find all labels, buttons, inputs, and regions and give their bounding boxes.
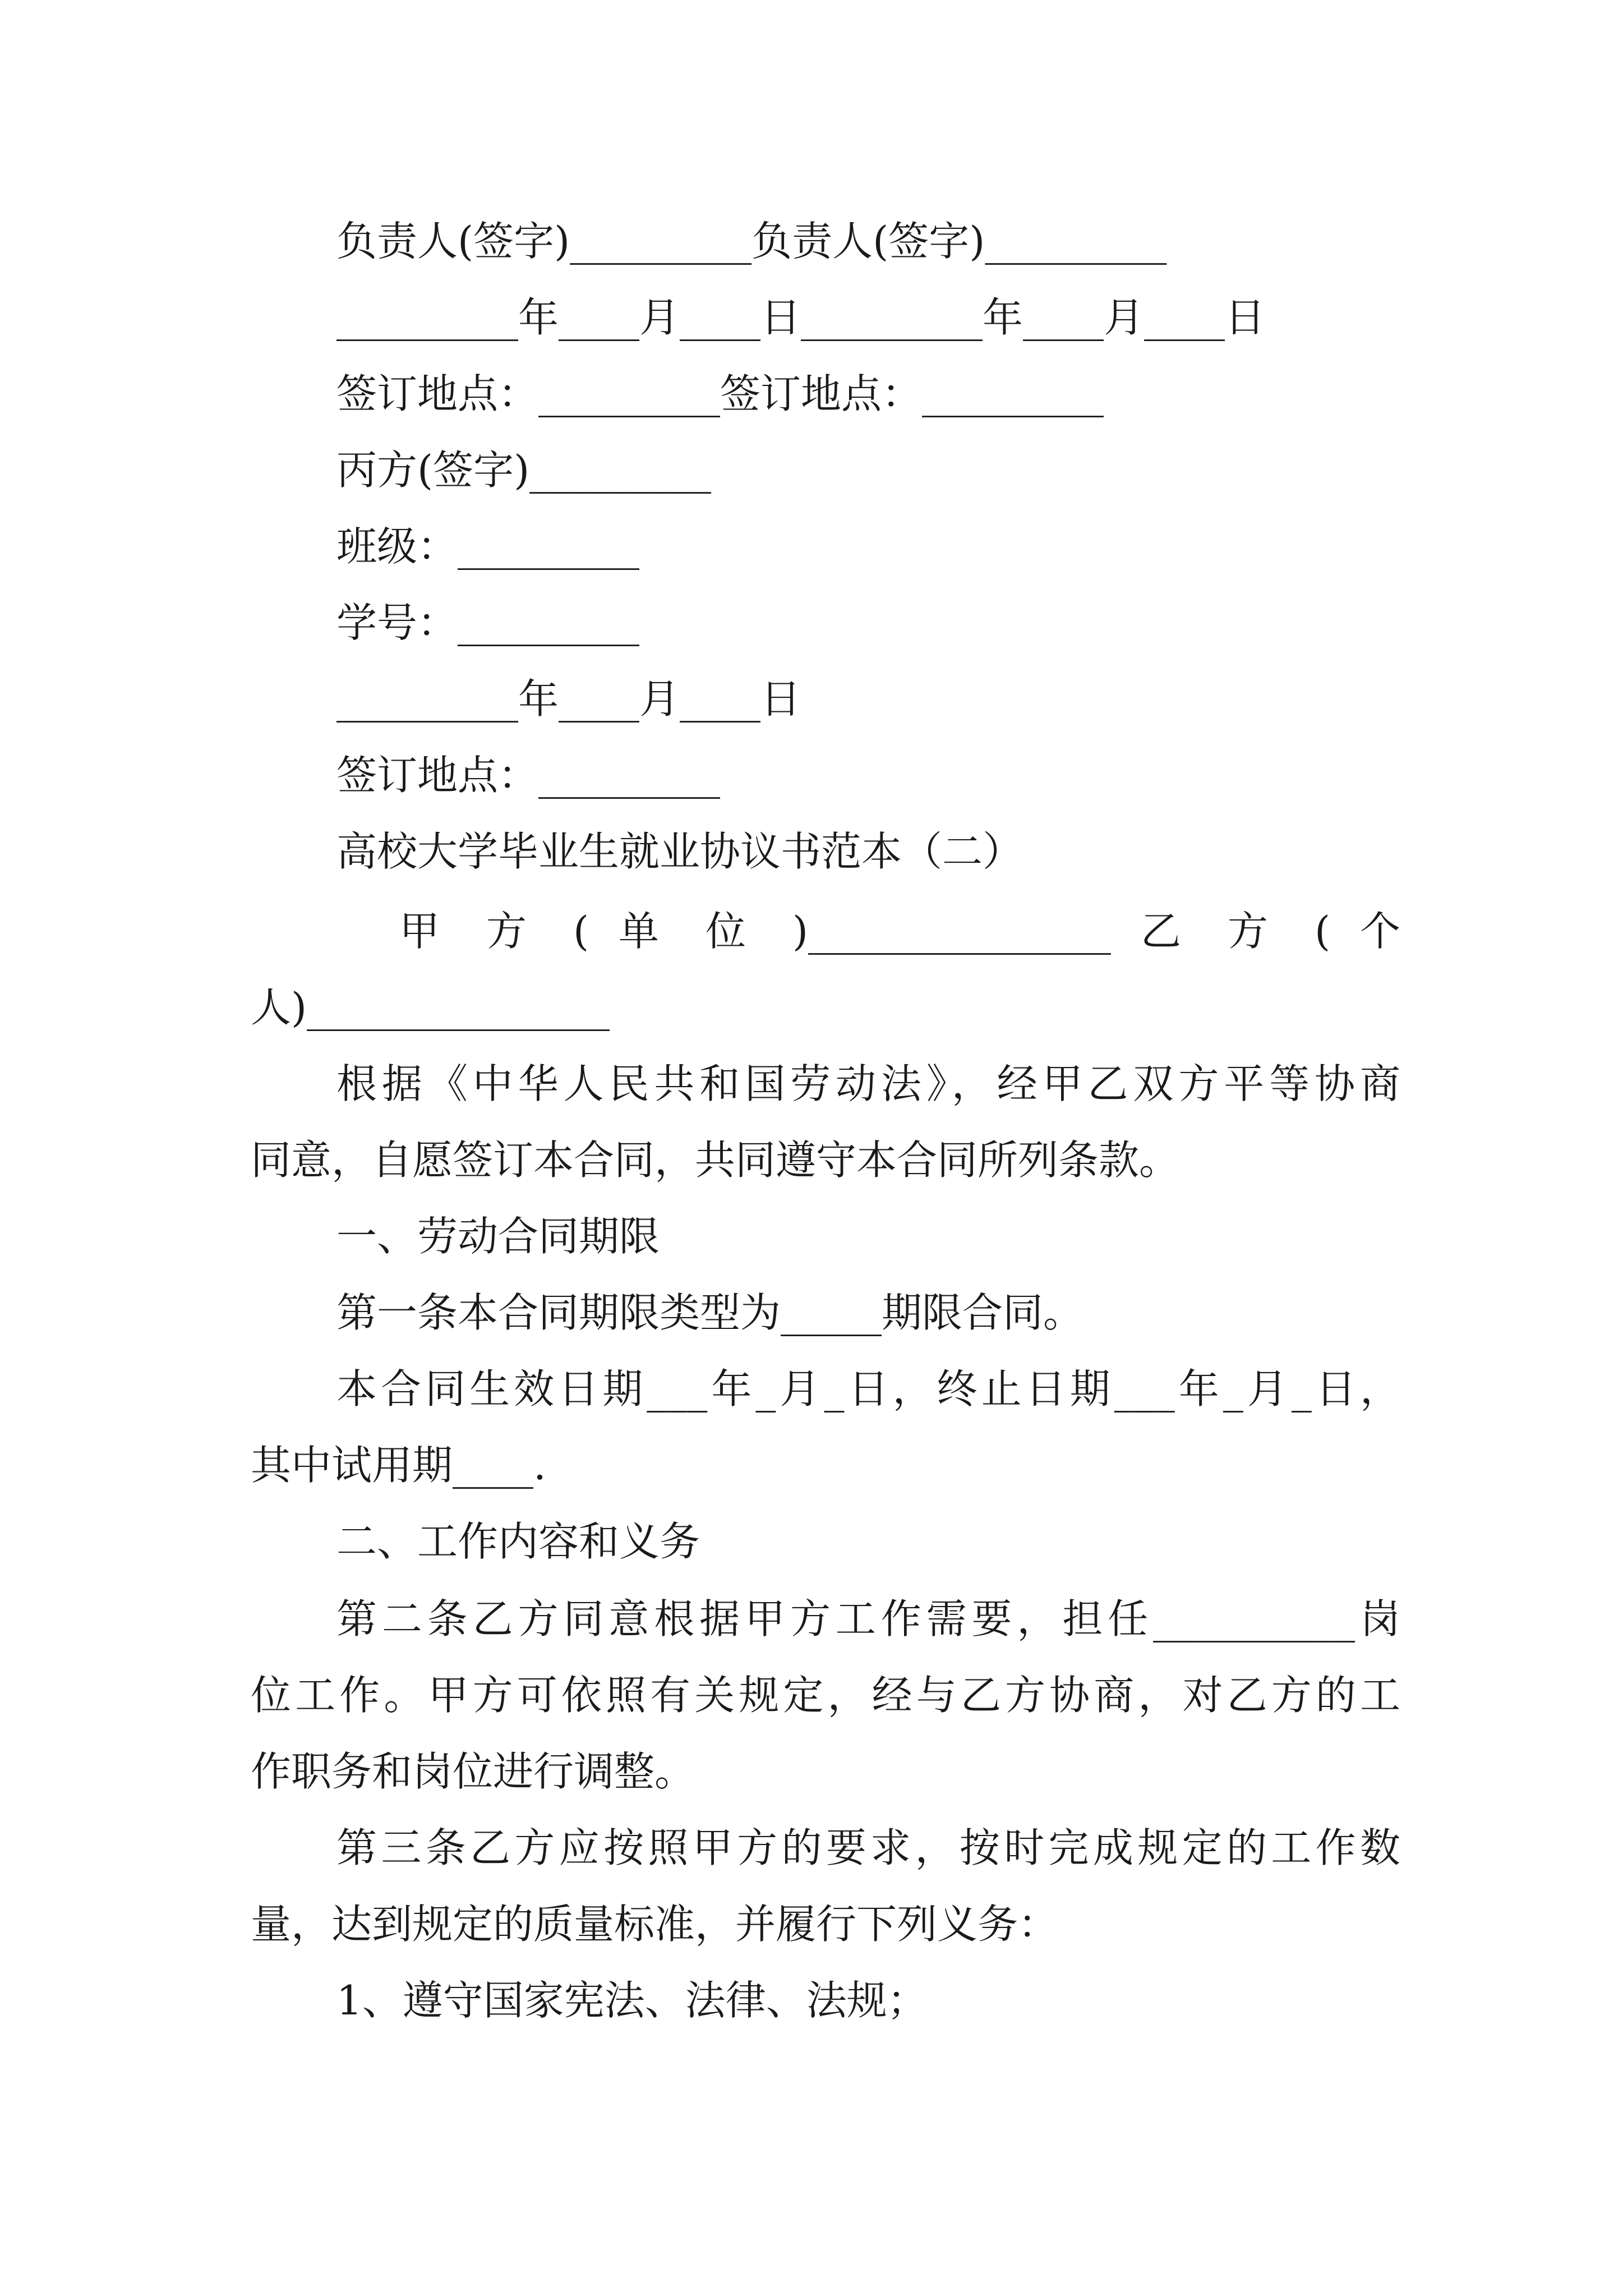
party-c-signature-line: 丙方(签字)_________ <box>336 447 712 494</box>
article-3-line-2: 量，达到规定的质量标准，并履行下列义务： <box>251 1901 1059 1948</box>
responsible-signatures-line: 负责人(签字)_________负责人(签字)_________ <box>336 218 1167 265</box>
article-2-line-1: 第二条乙方同意根据甲方工作需要，担任__________岗 <box>336 1595 1400 1642</box>
duty-1: 1、遵守国家宪法、法律、法规； <box>336 1977 928 2024</box>
intro-line-1: 根据《中华人民共和国劳动法》，经甲乙双方平等协商 <box>336 1060 1400 1107</box>
section-1-heading: 一、劳动合同期限 <box>336 1213 660 1260</box>
parties-line-1: 甲 方 ( 单 位 )_______________ 乙 方 ( 个 <box>399 908 1400 955</box>
article-1: 第一条本合同期限类型为_____期限合同。 <box>336 1289 1084 1336</box>
party-c-date-line: _________年____月____日 <box>336 675 801 723</box>
article-2-line-3: 作职务和岗位进行调整。 <box>251 1748 695 1795</box>
class-line: 班级：_________ <box>336 523 640 570</box>
student-id-line: 学号：_________ <box>336 599 640 646</box>
party-c-sign-place-line: 签订地点：_________ <box>336 752 721 799</box>
signing-dates-line: _________年____月____日_________年____月____日 <box>336 294 1265 341</box>
section-2-heading: 二、工作内容和义务 <box>336 1518 700 1565</box>
contract-title: 高校大学毕业生就业协议书范本（二） <box>336 828 1023 875</box>
intro-line-2: 同意，自愿签订本合同，共同遵守本合同所列条款。 <box>251 1137 1180 1184</box>
article-3-line-1: 第三条乙方应按照甲方的要求，按时完成规定的工作数 <box>336 1824 1400 1871</box>
article-1-dates-line-2: 其中试用期____. <box>251 1442 546 1489</box>
parties-line-2: 人)_______________ <box>251 984 610 1031</box>
article-1-dates-line-1: 本合同生效日期___年_月_日，终止日期___年_月_日， <box>336 1365 1400 1412</box>
article-2-line-2: 位工作。甲方可依照有关规定，经与乙方协商，对乙方的工 <box>251 1672 1400 1719</box>
signing-places-line: 签订地点：_________签订地点：_________ <box>336 370 1104 417</box>
